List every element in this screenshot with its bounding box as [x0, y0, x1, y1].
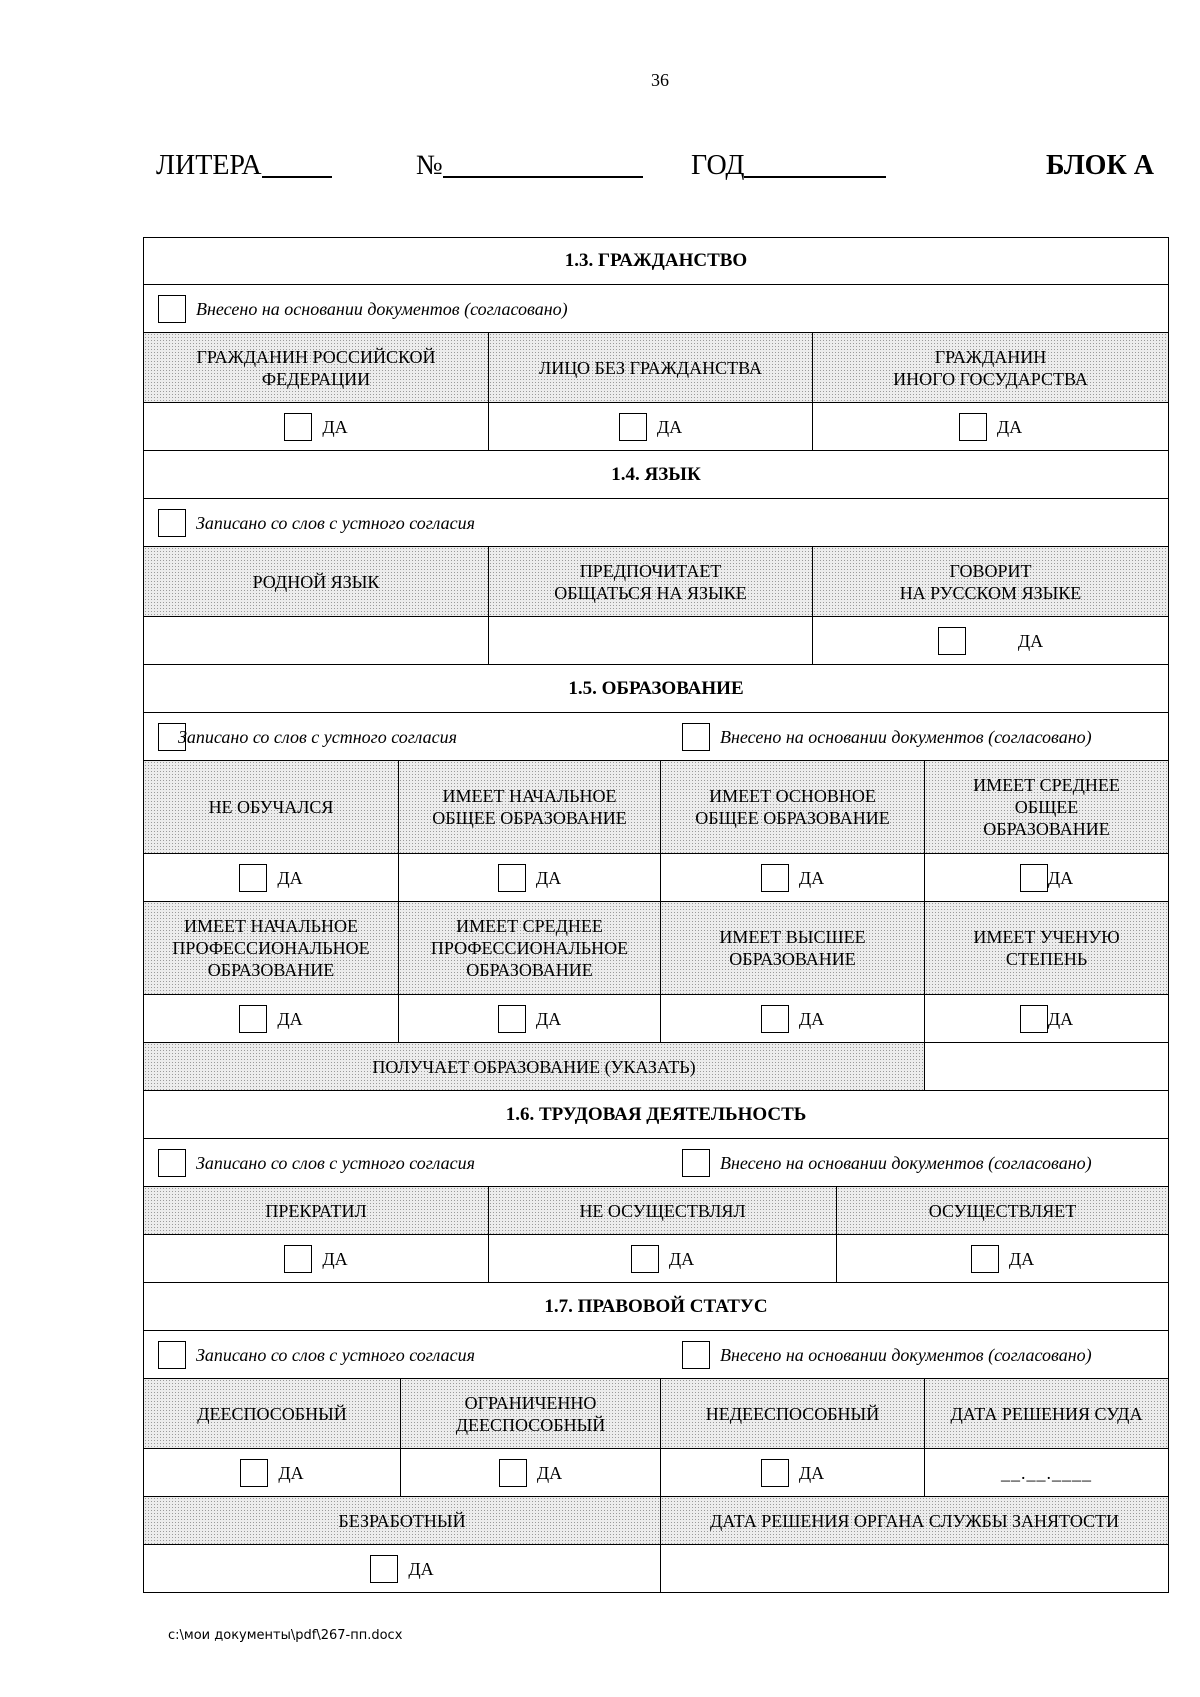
checkbox[interactable] [619, 413, 647, 441]
checkbox[interactable] [761, 1005, 789, 1033]
checkbox[interactable] [938, 627, 966, 655]
section-title-education: 1.5. ОБРАЗОВАНИЕ [568, 677, 744, 699]
litera-label: ЛИТЕРА [156, 150, 262, 182]
number-field[interactable] [443, 150, 643, 178]
yes-option: ДА [488, 1235, 836, 1282]
checkbox[interactable] [158, 509, 186, 537]
checkbox[interactable] [370, 1555, 398, 1583]
yes-option: ДА [924, 854, 1168, 901]
receiving-education-label: ПОЛУЧАЕТ ОБРАЗОВАНИЕ (УКАЗАТЬ) [144, 1043, 924, 1090]
native-language-field[interactable] [144, 617, 488, 664]
checkbox[interactable] [1020, 1005, 1048, 1033]
col-header: НЕ ОСУЩЕСТВЛЯЛ [488, 1187, 836, 1234]
checkbox[interactable] [959, 413, 987, 441]
col-header: ГРАЖДАНИН РОССИЙСКОЙ ФЕДЕРАЦИИ [144, 333, 488, 402]
form-header [156, 150, 1156, 190]
yes-option: ДА [144, 854, 398, 901]
yes-option: ДА [144, 1545, 660, 1592]
col-header: ИМЕЕТ СРЕДНЕЕ ПРОФЕССИОНАЛЬНОЕ ОБРАЗОВАНИЕ [398, 902, 660, 994]
checkbox[interactable] [971, 1245, 999, 1273]
checkbox[interactable] [682, 1341, 710, 1369]
preferred-language-field[interactable] [488, 617, 812, 664]
year-label: ГОД [691, 150, 744, 182]
col-header: ПРЕКРАТИЛ [144, 1187, 488, 1234]
yes-option: ДА [812, 617, 1168, 664]
file-path-footer: c:\мои документы\pdf\267-пп.docx [168, 1628, 403, 1643]
yes-option: ДА [660, 1449, 924, 1496]
checkbox[interactable] [499, 1459, 527, 1487]
checkbox[interactable] [240, 1459, 268, 1487]
checkbox[interactable] [158, 1149, 186, 1177]
section-title-employment: 1.6. ТРУДОВАЯ ДЕЯТЕЛЬНОСТЬ [505, 1103, 807, 1125]
col-header: ОСУЩЕСТВЛЯЕТ [836, 1187, 1168, 1234]
col-header: ИМЕЕТ УЧЕНУЮ СТЕПЕНЬ [924, 902, 1168, 994]
section-title-citizenship: 1.3. ГРАЖДАНСТВО [564, 250, 748, 271]
note-docs: Внесено на основании документов (согласовано) [668, 1331, 1168, 1378]
checkbox[interactable] [761, 864, 789, 892]
col-header: ПРЕДПОЧИТАЕТ ОБЩАТЬСЯ НА ЯЗЫКЕ [488, 547, 812, 616]
col-header: ИМЕЕТ ВЫСШЕЕ ОБРАЗОВАНИЕ [660, 902, 924, 994]
col-header: РОДНОЙ ЯЗЫК [144, 547, 488, 616]
unemployed-label: БЕЗРАБОТНЫЙ [144, 1497, 660, 1544]
note-row: Записано со слов с устного согласия [144, 499, 1168, 546]
yes-option: ДА [398, 995, 660, 1042]
col-header: ОГРАНИЧЕННО ДЕЕСПОСОБНЫЙ [400, 1379, 660, 1448]
checkbox[interactable] [239, 1005, 267, 1033]
yes-option: ДА [812, 403, 1168, 450]
employment-decision-date-label: ДАТА РЕШЕНИЯ ОРГАНА СЛУЖБЫ ЗАНЯТОСТИ [660, 1497, 1168, 1544]
yes-option: ДА [144, 1235, 488, 1282]
checkbox[interactable] [631, 1245, 659, 1273]
col-header: ДЕЕСПОСОБНЫЙ [144, 1379, 400, 1448]
litera-field[interactable] [262, 150, 332, 178]
yes-option: ДА [144, 403, 488, 450]
col-header: НЕ ОБУЧАЛСЯ [144, 761, 398, 853]
col-header: ЛИЦО БЕЗ ГРАЖДАНСТВА [488, 333, 812, 402]
year-field[interactable] [744, 150, 886, 178]
checkbox[interactable] [284, 413, 312, 441]
page-number: 36 [651, 70, 669, 90]
col-header: ГРАЖДАНИН ИНОГО ГОСУДАРСТВА [812, 333, 1168, 402]
form-table [143, 237, 1169, 1593]
receiving-education-field[interactable] [924, 1043, 1168, 1090]
note-docs: Внесено на основании документов (согласовано) [668, 1139, 1168, 1186]
col-header: ДАТА РЕШЕНИЯ СУДА [924, 1379, 1168, 1448]
yes-option: ДА [398, 854, 660, 901]
note-oral: Записано со слов с устного согласия [144, 713, 668, 760]
col-header: ИМЕЕТ СРЕДНЕЕ ОБЩЕЕ ОБРАЗОВАНИЕ [924, 761, 1168, 853]
checkbox[interactable] [239, 864, 267, 892]
number-label: № [416, 150, 443, 182]
yes-option: ДА [400, 1449, 660, 1496]
checkbox[interactable] [158, 295, 186, 323]
employment-decision-date-field[interactable] [660, 1545, 1168, 1592]
note-row: Внесено на основании документов (согласовано) [144, 285, 1168, 332]
yes-option: ДА [144, 995, 398, 1042]
col-header: ИМЕЕТ НАЧАЛЬНОЕ ПРОФЕССИОНАЛЬНОЕ ОБРАЗОВАНИЕ [144, 902, 398, 994]
checkbox[interactable] [158, 1341, 186, 1369]
note-oral: Записано со слов с устного согласия [144, 1331, 668, 1378]
checkbox[interactable] [761, 1459, 789, 1487]
col-header: ИМЕЕТ ОСНОВНОЕ ОБЩЕЕ ОБРАЗОВАНИЕ [660, 761, 924, 853]
checkbox[interactable] [498, 1005, 526, 1033]
note-docs: Внесено на основании документов (согласовано) [668, 713, 1168, 760]
checkbox[interactable] [682, 723, 710, 751]
yes-option: ДА [144, 1449, 400, 1496]
checkbox[interactable] [1020, 864, 1048, 892]
checkbox[interactable] [284, 1245, 312, 1273]
yes-option: ДА [488, 403, 812, 450]
col-header: НЕДЕЕСПОСОБНЫЙ [660, 1379, 924, 1448]
section-title-legal-status: 1.7. ПРАВОВОЙ СТАТУС [544, 1295, 768, 1317]
yes-option: ДА [660, 854, 924, 901]
yes-option: ДА [924, 995, 1168, 1042]
note-oral: Записано со слов с устного согласия [144, 1139, 668, 1186]
checkbox[interactable] [498, 864, 526, 892]
checkbox[interactable] [682, 1149, 710, 1177]
yes-option: ДА [836, 1235, 1168, 1282]
court-date-field[interactable]: __.__.____ [924, 1449, 1168, 1496]
yes-option: ДА [660, 995, 924, 1042]
section-title-language: 1.4. ЯЗЫК [611, 463, 701, 485]
block-label: БЛОК А [1046, 150, 1154, 181]
col-header: ГОВОРИТ НА РУССКОМ ЯЗЫКЕ [812, 547, 1168, 616]
col-header: ИМЕЕТ НАЧАЛЬНОЕ ОБЩЕЕ ОБРАЗОВАНИЕ [398, 761, 660, 853]
